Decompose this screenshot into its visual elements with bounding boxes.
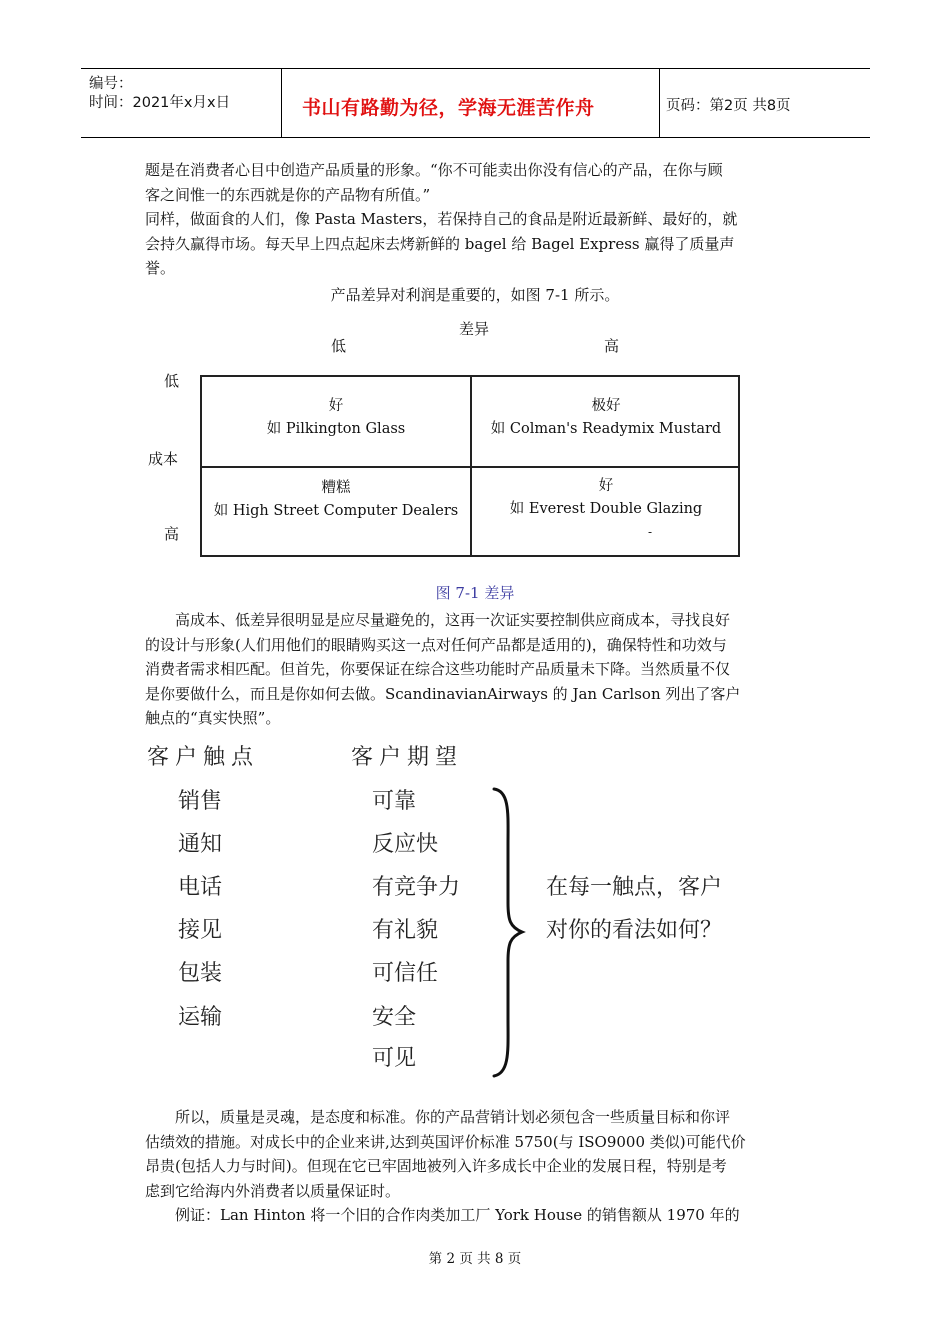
matrix-divider-horizontal bbox=[202, 466, 740, 468]
touchpoint-question-line2: 对你的看法如何？ bbox=[546, 918, 723, 943]
header-page-info: 页码：第2页 共8页 bbox=[666, 98, 791, 114]
stray-mark: - bbox=[648, 525, 653, 539]
header-motto-cell bbox=[282, 69, 660, 137]
text-line: 会持久赢得市场。每天早上四点起床去烤新鲜的 bagel 给 Bagel Express 赢得了质量声 bbox=[145, 234, 735, 253]
cell-title: 好 bbox=[598, 478, 614, 494]
expectation-item: 有礼貌 bbox=[372, 918, 439, 943]
cell-example: 如 Colman's Readymix Mustard bbox=[490, 421, 722, 437]
matrix-cell-high-cost-high-diff bbox=[472, 475, 740, 521]
matrix-top-label: 差异 bbox=[459, 320, 490, 338]
text-line: 客之间惟一的东西就是你的产品物有所值。” bbox=[145, 185, 431, 204]
touchpoint-question-line1: 在每一触点，客户 bbox=[546, 875, 723, 900]
document-number-label: 编号： bbox=[89, 76, 133, 92]
expectation-item: 安全 bbox=[372, 1005, 417, 1030]
text-line: 题是在消费者心目中创造产品质量的形象。“你不可能卖出你没有信心的产品，在你与顾 bbox=[145, 161, 723, 179]
header-page-cell bbox=[660, 69, 870, 137]
expectation-item: 反应快 bbox=[372, 832, 439, 857]
header-meta-cell bbox=[81, 69, 282, 137]
matrix-cell-high-cost-low-diff bbox=[202, 477, 470, 523]
touchpoints-header: 客户触点 bbox=[147, 745, 260, 770]
body-text-top bbox=[145, 158, 805, 281]
expectation-item: 有竞争力 bbox=[372, 875, 461, 900]
cell-example: 如 Pilkington Glass bbox=[266, 421, 406, 437]
text-line: 同样，做面食的人们，像 Pasta Masters，若保持自己的食品是附近最新鲜、最好的，就 bbox=[145, 210, 738, 228]
curly-brace-icon bbox=[488, 785, 528, 1080]
page-footer: 第 2 页 共 8 页 bbox=[428, 1251, 522, 1267]
text-line: 虑到它给海内外消费者以质量保证时。 bbox=[145, 1181, 401, 1200]
body-text-middle bbox=[145, 608, 805, 731]
text-line: 消费者需求相匹配。但首先，你要保证在综合这些功能时产品质量未下降。当然质量不仅 bbox=[145, 660, 731, 678]
touchpoint-item: 通知 bbox=[178, 832, 223, 857]
document-time-label: 时间：2021年x月x日 bbox=[89, 95, 231, 111]
text-line: 例证：Lan Hinton 将一个旧的合作肉类加工厂 York House 的销售额从 1970 年的 bbox=[145, 1206, 740, 1224]
touchpoint-item: 接见 bbox=[178, 918, 223, 943]
cell-example: 如 High Street Computer Dealers bbox=[213, 503, 459, 519]
cell-example: 如 Everest Double Glazing bbox=[509, 501, 703, 517]
cell-title: 极好 bbox=[591, 398, 621, 414]
expectation-item: 可见 bbox=[372, 1046, 417, 1071]
matrix-col-high: 高 bbox=[604, 337, 620, 355]
body-text-bottom bbox=[145, 1105, 805, 1228]
text-line: 高成本、低差异很明显是应尽量避免的，这再一次证实要控制供应商成本，寻找良好 bbox=[145, 611, 731, 629]
matrix-cell-low-cost-high-diff bbox=[472, 395, 740, 441]
text-line: 触点的“真实快照”。 bbox=[145, 709, 281, 727]
touchpoint-item: 销售 bbox=[178, 789, 223, 814]
cell-title: 好 bbox=[328, 398, 344, 414]
text-line: 所以，质量是灵魂，是态度和标准。你的产品营销计划必须包含一些质量目标和你评 bbox=[145, 1108, 731, 1126]
text-line: 的设计与形象(人们用他们的眼睛购买这一点对任何产品都是适用的)，确保特性和功效与 bbox=[145, 635, 727, 654]
text-line: 估绩效的措施。对成长中的企业来讲,达到英国评价标准 5750(与 ISO9000 类似)可能代价 bbox=[145, 1132, 746, 1151]
touchpoint-item: 运输 bbox=[178, 1005, 223, 1030]
header-motto: 书山有路勤为径，学海无涯苦作舟 bbox=[302, 97, 595, 119]
page-header bbox=[81, 68, 870, 138]
figure-intro: 产品差异对利润是重要的，如图 7-1 所示。 bbox=[330, 286, 620, 304]
expectation-item: 可信任 bbox=[372, 961, 439, 986]
matrix-cell-low-cost-low-diff bbox=[202, 395, 470, 441]
cell-title: 糟糕 bbox=[321, 480, 351, 496]
matrix-col-low: 低 bbox=[331, 337, 347, 355]
touchpoint-item: 电话 bbox=[178, 875, 223, 900]
text-line: 誉。 bbox=[145, 259, 176, 277]
matrix-grid bbox=[200, 375, 740, 557]
matrix-row-low: 低 bbox=[164, 372, 180, 390]
text-line: 是你要做什么，而且是你如何去做。ScandinavianAirways 的 Jan Carlson 列出了客户 bbox=[145, 684, 741, 703]
text-line: 昂贵(包括人力与时间)。但现在它已牢固地被列入许多成长中企业的发展日程，特别是考 bbox=[145, 1157, 727, 1175]
matrix-row-mid: 成本 bbox=[148, 450, 179, 468]
figure-caption: 图 7-1 差异 bbox=[435, 584, 515, 602]
touchpoint-item: 包装 bbox=[178, 961, 223, 986]
matrix-row-high: 高 bbox=[164, 525, 180, 543]
expectation-item: 可靠 bbox=[372, 789, 417, 814]
expectations-header: 客户期望 bbox=[351, 745, 464, 770]
